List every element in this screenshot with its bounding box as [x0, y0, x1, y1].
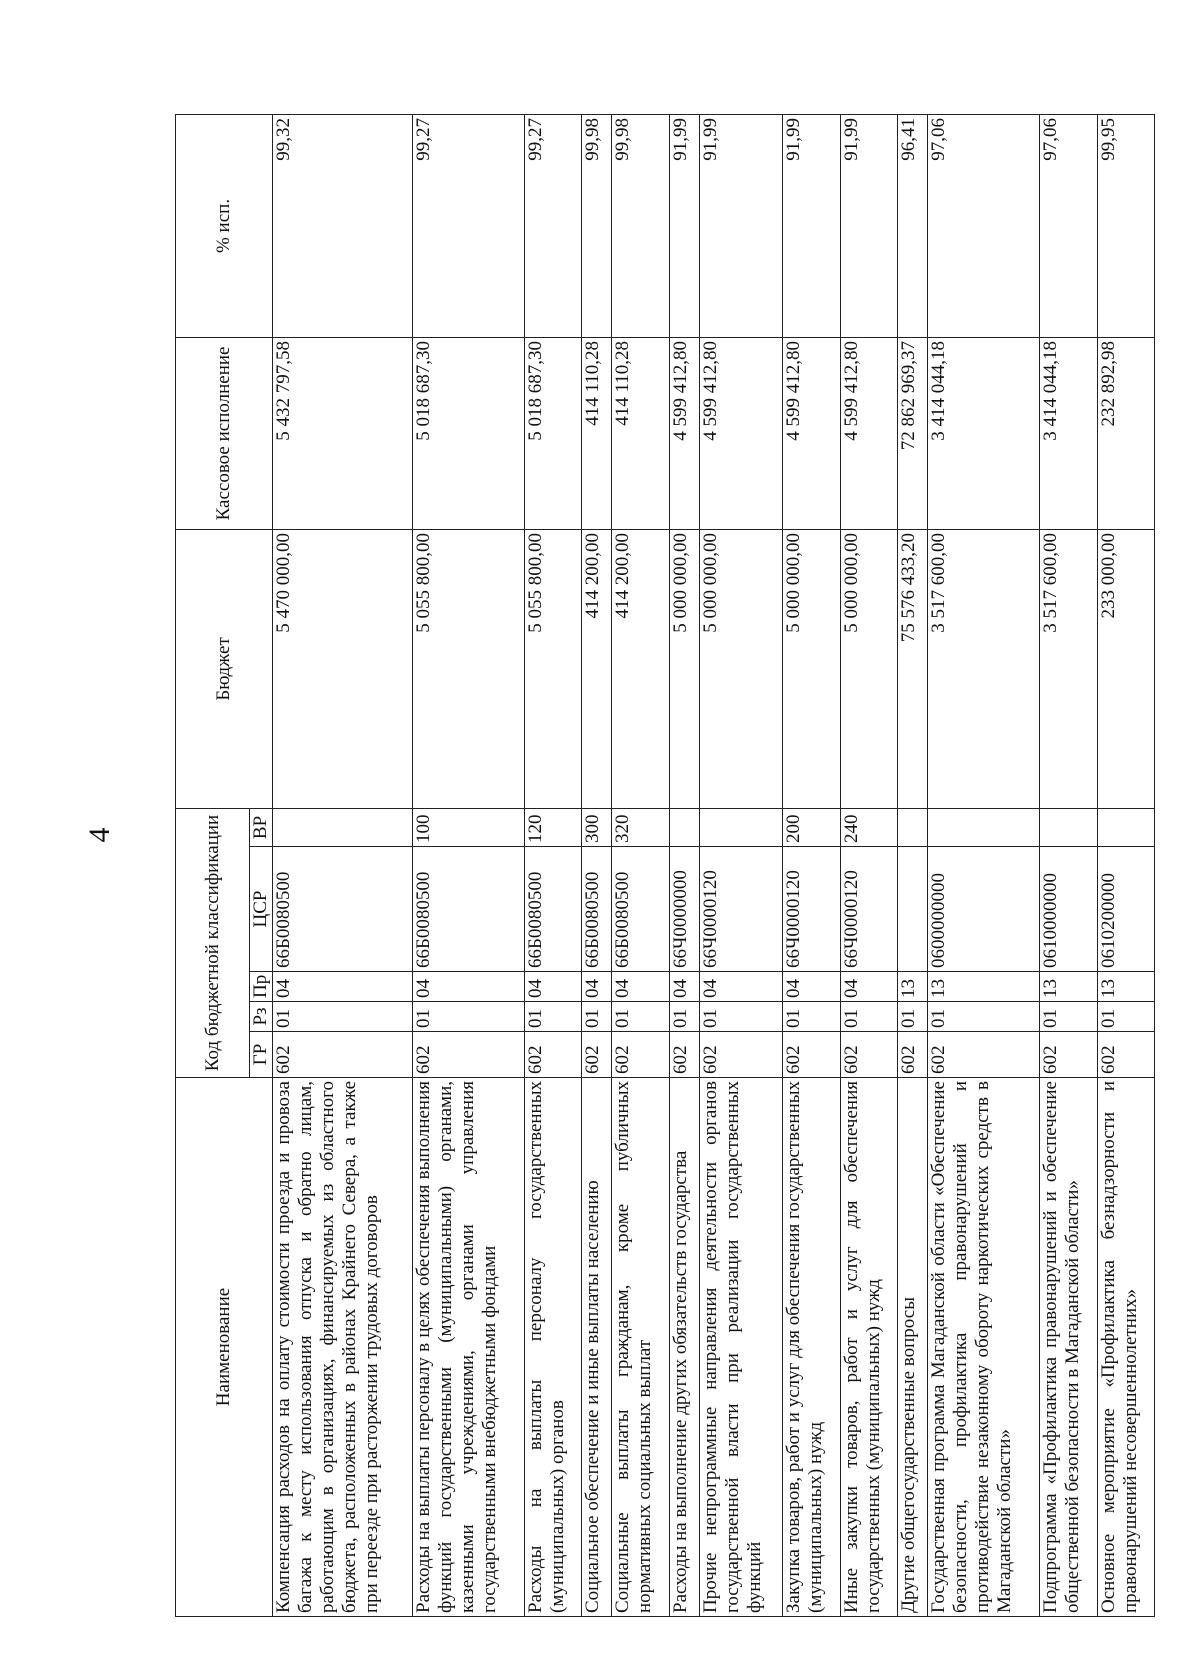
row-name: Иные закупки товаров, работ и услуг для обеспечения государственных (муниципальных) нужд [840, 1078, 897, 1617]
row-csr: 66Б0080500 [273, 847, 413, 972]
row-name: Закупка товаров, работ и услуг для обеспечения государственных (муниципальных) нужд [783, 1078, 840, 1617]
row-vr: 320 [612, 808, 669, 846]
row-rz: 01 [412, 1002, 524, 1032]
row-gr: 602 [783, 1032, 840, 1078]
row-pr: 13 [897, 972, 927, 1002]
row-pr: 13 [1097, 972, 1154, 1002]
row-percent: 99,27 [524, 114, 581, 337]
row-pr: 04 [273, 972, 413, 1002]
table-row [1097, 114, 1154, 1616]
row-pr: 04 [669, 972, 699, 1002]
table-row [582, 114, 612, 1616]
row-gr: 602 [840, 1032, 897, 1078]
row-csr: 66Ч0000000 [669, 847, 699, 972]
row-csr: 66Б0080500 [582, 847, 612, 972]
row-rz: 01 [1097, 1002, 1154, 1032]
row-percent: 99,27 [412, 114, 524, 337]
table-row [897, 114, 927, 1616]
row-name: Другие общегосударственные вопросы [897, 1078, 927, 1617]
row-cash: 72 862 969,37 [897, 337, 927, 529]
row-budget: 75 576 433,20 [897, 529, 927, 808]
row-vr [273, 808, 413, 846]
row-gr: 602 [612, 1032, 669, 1078]
row-cash: 5 018 687,30 [524, 337, 581, 529]
row-budget: 233 000,00 [1097, 529, 1154, 808]
row-percent: 91,99 [699, 114, 783, 337]
page-number: 4 [83, 827, 116, 843]
row-name: Компенсация расходов на оплату стоимости проезда и провоза багажа к месту использования отпуска и обратно лицам, работающим в организациях, финансируемых из областного бюджета, расположенных в районах Крайнего Севера, а также при переезде при расторжении трудовых договоров [273, 1078, 413, 1617]
row-vr: 120 [524, 808, 581, 846]
row-budget: 5 000 000,00 [669, 529, 699, 808]
row-pr: 04 [840, 972, 897, 1002]
header-pr: Пр [250, 972, 273, 1002]
row-vr [699, 808, 783, 846]
table-rotator [175, 115, 1155, 1617]
budget-execution-table [175, 114, 1155, 1617]
row-csr: 0610200000 [1097, 847, 1154, 972]
row-csr: 66Ч0000120 [783, 847, 840, 972]
row-vr: 100 [412, 808, 524, 846]
row-pr: 04 [524, 972, 581, 1002]
row-vr [1040, 808, 1097, 846]
row-vr [897, 808, 927, 846]
row-cash: 4 599 412,80 [783, 337, 840, 529]
row-csr: 66Б0080500 [612, 847, 669, 972]
row-percent: 96,41 [897, 114, 927, 337]
table-row [840, 114, 897, 1616]
row-percent: 99,32 [273, 114, 413, 337]
row-percent: 97,06 [927, 114, 1039, 337]
row-rz: 01 [897, 1002, 927, 1032]
row-gr: 602 [699, 1032, 783, 1078]
row-name: Прочие непрограммные направления деятельности органов государственной власти при реализации государственных функций [699, 1078, 783, 1617]
row-budget: 5 000 000,00 [699, 529, 783, 808]
row-name: Социальное обеспечение и иные выплаты населению [582, 1078, 612, 1617]
row-gr: 602 [1097, 1032, 1154, 1078]
row-rz: 01 [612, 1002, 669, 1032]
row-pr: 04 [699, 972, 783, 1002]
row-rz: 01 [1040, 1002, 1097, 1032]
table-row [669, 114, 699, 1616]
row-percent: 91,99 [669, 114, 699, 337]
table-row [412, 114, 524, 1616]
row-gr: 602 [927, 1032, 1039, 1078]
row-rz: 01 [783, 1002, 840, 1032]
table-row [524, 114, 581, 1616]
row-cash: 414 110,28 [612, 337, 669, 529]
row-cash: 5 432 797,58 [273, 337, 413, 529]
row-name: Расходы на выплаты персоналу государственных (муниципальных) органов [524, 1078, 581, 1617]
row-pr: 13 [1040, 972, 1097, 1002]
row-gr: 602 [524, 1032, 581, 1078]
header-budget: Бюджет [176, 529, 273, 808]
row-percent: 91,99 [783, 114, 840, 337]
row-pr: 04 [612, 972, 669, 1002]
row-name: Подпрограмма «Профилактика правонарушений и обеспечение общественной безопасности в Магаданской области» [1040, 1078, 1097, 1617]
row-cash: 3 414 044,18 [1040, 337, 1097, 529]
row-cash: 232 892,98 [1097, 337, 1154, 529]
row-budget: 5 055 800,00 [524, 529, 581, 808]
row-name: Расходы на выполнение других обязательств государства [669, 1078, 699, 1617]
row-budget: 3 517 600,00 [927, 529, 1039, 808]
row-rz: 01 [840, 1002, 897, 1032]
row-csr: 66Ч0000120 [699, 847, 783, 972]
row-cash: 4 599 412,80 [669, 337, 699, 529]
header-percent: % исп. [176, 114, 273, 337]
row-budget: 3 517 600,00 [1040, 529, 1097, 808]
row-csr [897, 847, 927, 972]
row-rz: 01 [699, 1002, 783, 1032]
row-budget: 5 000 000,00 [783, 529, 840, 808]
row-pr: 13 [927, 972, 1039, 1002]
header-name: Наименование [176, 1078, 273, 1617]
row-cash: 4 599 412,80 [699, 337, 783, 529]
row-vr: 300 [582, 808, 612, 846]
table-row [273, 114, 413, 1616]
row-csr: 0610000000 [1040, 847, 1097, 972]
row-name: Социальные выплаты гражданам, кроме публичных нормативных социальных выплат [612, 1078, 669, 1617]
row-pr: 04 [582, 972, 612, 1002]
row-rz: 01 [273, 1002, 413, 1032]
row-vr: 200 [783, 808, 840, 846]
row-budget: 5 000 000,00 [840, 529, 897, 808]
row-gr: 602 [669, 1032, 699, 1078]
row-percent: 97,06 [1040, 114, 1097, 337]
row-cash: 3 414 044,18 [927, 337, 1039, 529]
row-vr [927, 808, 1039, 846]
row-percent: 91,99 [840, 114, 897, 337]
header-cash: Кассовое исполнение [176, 337, 273, 529]
table-row [612, 114, 669, 1616]
row-rz: 01 [582, 1002, 612, 1032]
row-cash: 5 018 687,30 [412, 337, 524, 529]
table-body [273, 114, 1155, 1616]
row-name: Расходы на выплаты персоналу в целях обеспечения выполнения функций государственными (муниципальными) органами, казенными учреждениями, органами управления государственными внебюджетными фондами [412, 1078, 524, 1617]
header-code-group: Код бюджетной классификации [176, 808, 250, 1077]
row-pr: 04 [412, 972, 524, 1002]
row-vr: 240 [840, 808, 897, 846]
row-vr [669, 808, 699, 846]
row-budget: 5 055 800,00 [412, 529, 524, 808]
row-gr: 602 [412, 1032, 524, 1078]
row-cash: 414 110,28 [582, 337, 612, 529]
row-rz: 01 [669, 1002, 699, 1032]
row-budget: 414 200,00 [582, 529, 612, 808]
row-gr: 602 [273, 1032, 413, 1078]
table-row [1040, 114, 1097, 1616]
row-csr: 0600000000 [927, 847, 1039, 972]
table-row [699, 114, 783, 1616]
row-budget: 414 200,00 [612, 529, 669, 808]
row-gr: 602 [897, 1032, 927, 1078]
row-vr [1097, 808, 1154, 846]
row-gr: 602 [582, 1032, 612, 1078]
row-csr: 66Б0080500 [412, 847, 524, 972]
row-rz: 01 [927, 1002, 1039, 1032]
row-percent: 99,98 [582, 114, 612, 337]
table-row [783, 114, 840, 1616]
table-row [927, 114, 1039, 1616]
row-gr: 602 [1040, 1032, 1097, 1078]
row-name: Государственная программа Магаданской области «Обеспечение безопасности, профилактика правонарушений и противодействие незаконному обороту наркотических средств в Магаданской области» [927, 1078, 1039, 1617]
row-csr: 66Ч0000120 [840, 847, 897, 972]
row-percent: 99,98 [612, 114, 669, 337]
row-budget: 5 470 000,00 [273, 529, 413, 808]
row-rz: 01 [524, 1002, 581, 1032]
row-name: Основное мероприятие «Профилактика безнадзорности и правонарушений несовершеннолетних» [1097, 1078, 1154, 1617]
header-gr: ГР [250, 1032, 273, 1078]
row-percent: 99,95 [1097, 114, 1154, 337]
header-vr: ВР [250, 808, 273, 846]
header-rz: Рз [250, 1002, 273, 1032]
row-pr: 04 [783, 972, 840, 1002]
row-csr: 66Б0080500 [524, 847, 581, 972]
header-csr: ЦСР [250, 847, 273, 972]
row-cash: 4 599 412,80 [840, 337, 897, 529]
